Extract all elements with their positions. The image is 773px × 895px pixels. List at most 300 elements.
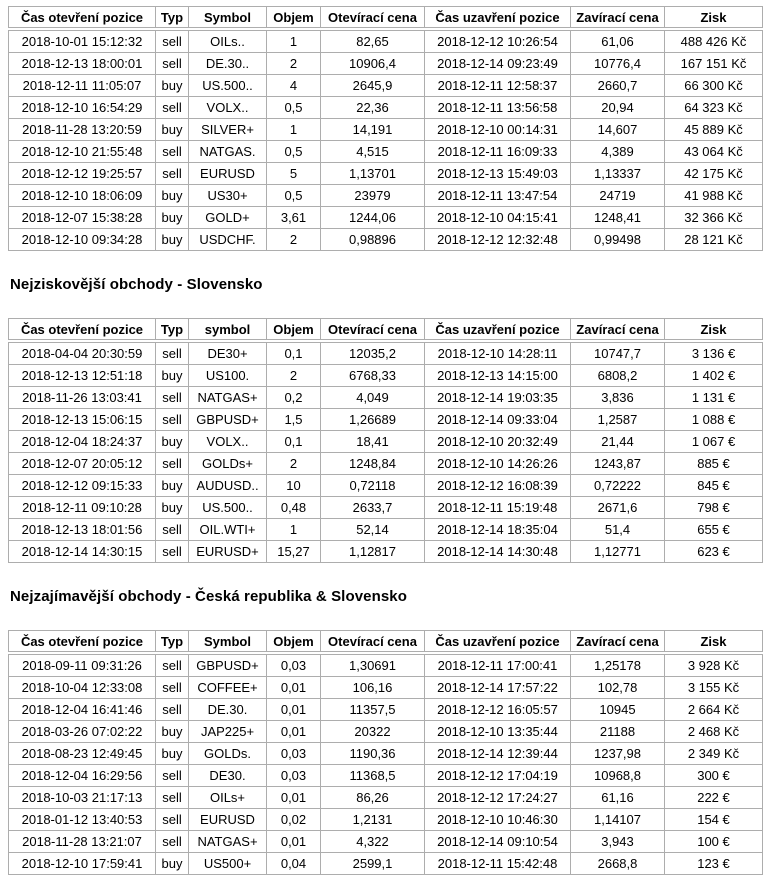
table-cell: 2 <box>267 229 321 251</box>
table-cell: OILs.. <box>189 29 267 53</box>
table-cell: 2018-12-11 15:19:48 <box>425 497 571 519</box>
table-cell: EURUSD <box>189 163 267 185</box>
table-cell: 0,01 <box>267 721 321 743</box>
table-cell: 0,01 <box>267 699 321 721</box>
table-cell: 0,5 <box>267 97 321 119</box>
table-row <box>9 119 763 141</box>
table-cell: 1,2131 <box>321 809 425 831</box>
trades-table-slovensko <box>8 318 763 563</box>
table-cell: 1,5 <box>267 409 321 431</box>
table-cell: NATGAS+ <box>189 831 267 853</box>
table-cell: 2018-12-04 16:29:56 <box>9 765 156 787</box>
table-cell: OIL.WTI+ <box>189 519 267 541</box>
table-cell: buy <box>156 721 189 743</box>
table-cell: 21188 <box>571 721 665 743</box>
table-cell: 2018-12-13 15:49:03 <box>425 163 571 185</box>
table-cell: 2 <box>267 53 321 75</box>
table-cell: 4,389 <box>571 141 665 163</box>
table-cell: 1,26689 <box>321 409 425 431</box>
table-cell: 2018-12-12 16:08:39 <box>425 475 571 497</box>
table-cell: 32 366 Kč <box>665 207 763 229</box>
table-cell: 15,27 <box>267 541 321 563</box>
table-row <box>9 365 763 387</box>
table-cell: US30+ <box>189 185 267 207</box>
table-cell: 2018-12-11 12:58:37 <box>425 75 571 97</box>
table-cell: buy <box>156 119 189 141</box>
table-cell: 1 402 € <box>665 365 763 387</box>
table-cell: 66 300 Kč <box>665 75 763 97</box>
table-row <box>9 75 763 97</box>
table-cell: 2 664 Kč <box>665 699 763 721</box>
table-cell: buy <box>156 497 189 519</box>
table-cell: US500+ <box>189 853 267 875</box>
table-row <box>9 743 763 765</box>
table-cell: 2018-12-11 13:47:54 <box>425 185 571 207</box>
table-cell: 2018-12-10 20:32:49 <box>425 431 571 453</box>
table-cell: 2018-11-28 13:20:59 <box>9 119 156 141</box>
table-cell: 10776,4 <box>571 53 665 75</box>
table-cell: 2018-12-14 14:30:48 <box>425 541 571 563</box>
table-cell: US.500.. <box>189 497 267 519</box>
column-header: Objem <box>267 631 321 654</box>
table-cell: 2018-12-12 19:25:57 <box>9 163 156 185</box>
table-cell: 0,03 <box>267 765 321 787</box>
table-cell: 2018-12-10 21:55:48 <box>9 141 156 163</box>
table-cell: sell <box>156 809 189 831</box>
table-cell: sell <box>156 541 189 563</box>
table-cell: 0,98896 <box>321 229 425 251</box>
table-cell: 0,03 <box>267 743 321 765</box>
table-row <box>9 831 763 853</box>
table-cell: 4 <box>267 75 321 97</box>
table-cell: 0,2 <box>267 387 321 409</box>
table-cell: GOLDs. <box>189 743 267 765</box>
table-cell: 52,14 <box>321 519 425 541</box>
table-cell: 1 <box>267 29 321 53</box>
table-cell: EURUSD+ <box>189 541 267 563</box>
table-cell: 2018-12-10 17:59:41 <box>9 853 156 875</box>
table-cell: 0,01 <box>267 831 321 853</box>
table-cell: 43 064 Kč <box>665 141 763 163</box>
table-cell: sell <box>156 341 189 365</box>
column-header: Čas otevření pozice <box>9 7 156 30</box>
column-header: symbol <box>189 319 267 342</box>
table-cell: 2018-12-14 19:03:35 <box>425 387 571 409</box>
table-cell: JAP225+ <box>189 721 267 743</box>
table-cell: 154 € <box>665 809 763 831</box>
table-cell: 488 426 Kč <box>665 29 763 53</box>
table-cell: sell <box>156 787 189 809</box>
table-cell: 2018-12-13 15:06:15 <box>9 409 156 431</box>
table-cell: sell <box>156 409 189 431</box>
table-cell: buy <box>156 743 189 765</box>
table-row <box>9 765 763 787</box>
table-cell: 2018-12-12 09:15:33 <box>9 475 156 497</box>
table-cell: 86,26 <box>321 787 425 809</box>
table-cell: 4,049 <box>321 387 425 409</box>
table-cell: 0,02 <box>267 809 321 831</box>
table-row <box>9 809 763 831</box>
table-cell: GOLD+ <box>189 207 267 229</box>
table-cell: buy <box>156 431 189 453</box>
table-cell: 10906,4 <box>321 53 425 75</box>
table-cell: 2660,7 <box>571 75 665 97</box>
table-cell: sell <box>156 163 189 185</box>
table-cell: 10968,8 <box>571 765 665 787</box>
column-header: Objem <box>267 7 321 30</box>
table-cell: AUDUSD.. <box>189 475 267 497</box>
table-cell: 61,06 <box>571 29 665 53</box>
table-cell: sell <box>156 677 189 699</box>
table-cell: sell <box>156 29 189 53</box>
column-header: Zisk <box>665 319 763 342</box>
table-cell: US.500.. <box>189 75 267 97</box>
table-cell: 2018-12-07 20:05:12 <box>9 453 156 475</box>
table-cell: 21,44 <box>571 431 665 453</box>
column-header: Čas otevření pozice <box>9 319 156 342</box>
table-cell: GBPUSD+ <box>189 653 267 677</box>
table-cell: 2018-12-10 13:35:44 <box>425 721 571 743</box>
table-cell: 0,99498 <box>571 229 665 251</box>
section-heading-ceska-republika-slovensko: Nejzajímavější obchody - Česká republika & Slovensko <box>10 588 408 605</box>
table-cell: EURUSD <box>189 809 267 831</box>
table-row <box>9 699 763 721</box>
table-cell: 6808,2 <box>571 365 665 387</box>
table-cell: sell <box>156 97 189 119</box>
column-header: Otevírací cena <box>321 631 425 654</box>
table-cell: 2018-12-11 11:05:07 <box>9 75 156 97</box>
column-header: Symbol <box>189 7 267 30</box>
table-cell: sell <box>156 141 189 163</box>
table-row <box>9 229 763 251</box>
column-header: Zavírací cena <box>571 319 665 342</box>
table-cell: 106,16 <box>321 677 425 699</box>
table-cell: 1,12817 <box>321 541 425 563</box>
table-cell: 2 349 Kč <box>665 743 763 765</box>
table-cell: 6768,33 <box>321 365 425 387</box>
table-row <box>9 97 763 119</box>
table-cell: 2 <box>267 365 321 387</box>
table-cell: 10747,7 <box>571 341 665 365</box>
table-cell: 2018-12-13 18:01:56 <box>9 519 156 541</box>
table-cell: sell <box>156 653 189 677</box>
table-header-row <box>9 319 763 342</box>
table-cell: DE30+ <box>189 341 267 365</box>
table-cell: 2018-12-14 09:23:49 <box>425 53 571 75</box>
table-cell: 0,1 <box>267 341 321 365</box>
table-cell: 0,72222 <box>571 475 665 497</box>
table-cell: 10 <box>267 475 321 497</box>
table-cell: 2018-12-14 12:39:44 <box>425 743 571 765</box>
table-cell: 2645,9 <box>321 75 425 97</box>
table-cell: DE30. <box>189 765 267 787</box>
table-cell: 1 <box>267 119 321 141</box>
table-cell: DE.30.. <box>189 53 267 75</box>
table-row <box>9 787 763 809</box>
table-cell: 1,12771 <box>571 541 665 563</box>
table-cell: 51,4 <box>571 519 665 541</box>
table-cell: 12035,2 <box>321 341 425 365</box>
table-cell: 2599,1 <box>321 853 425 875</box>
table-cell: OILs+ <box>189 787 267 809</box>
table-cell: 2018-12-10 10:46:30 <box>425 809 571 831</box>
table-cell: GBPUSD+ <box>189 409 267 431</box>
table-cell: 2018-12-04 18:24:37 <box>9 431 156 453</box>
table-cell: 2018-12-11 09:10:28 <box>9 497 156 519</box>
table-cell: 1248,84 <box>321 453 425 475</box>
table-cell: 11368,5 <box>321 765 425 787</box>
table-row <box>9 541 763 563</box>
column-header: Otevírací cena <box>321 319 425 342</box>
table-cell: 2018-12-12 17:24:27 <box>425 787 571 809</box>
table-cell: buy <box>156 853 189 875</box>
table-cell: 2018-12-10 09:34:28 <box>9 229 156 251</box>
table-row <box>9 677 763 699</box>
trades-table-czech-republic <box>8 6 763 251</box>
table-cell: 102,78 <box>571 677 665 699</box>
table-cell: 0,03 <box>267 653 321 677</box>
table-cell: 2018-10-04 12:33:08 <box>9 677 156 699</box>
table-cell: 0,01 <box>267 787 321 809</box>
table-cell: 1,14107 <box>571 809 665 831</box>
table-cell: 24719 <box>571 185 665 207</box>
table-cell: sell <box>156 53 189 75</box>
table-cell: buy <box>156 207 189 229</box>
table-cell: 885 € <box>665 453 763 475</box>
table-cell: 1 131 € <box>665 387 763 409</box>
table-cell: 2018-12-07 15:38:28 <box>9 207 156 229</box>
column-header: Čas otevření pozice <box>9 631 156 654</box>
section-heading-slovensko: Nejziskovější obchody - Slovensko <box>10 276 263 293</box>
table-cell: NATGAS. <box>189 141 267 163</box>
table-cell: 3,836 <box>571 387 665 409</box>
table-cell: 1190,36 <box>321 743 425 765</box>
table-row <box>9 341 763 365</box>
table-cell: 2018-12-14 17:57:22 <box>425 677 571 699</box>
table-cell: buy <box>156 185 189 207</box>
table-cell: 1 088 € <box>665 409 763 431</box>
table-cell: 18,41 <box>321 431 425 453</box>
table-cell: sell <box>156 519 189 541</box>
table-cell: 82,65 <box>321 29 425 53</box>
table-cell: 41 988 Kč <box>665 185 763 207</box>
table-cell: 2 468 Kč <box>665 721 763 743</box>
table-cell: 2018-12-14 14:30:15 <box>9 541 156 563</box>
table-cell: SILVER+ <box>189 119 267 141</box>
table-cell: 845 € <box>665 475 763 497</box>
table-cell: 10945 <box>571 699 665 721</box>
table-cell: 2018-12-11 16:09:33 <box>425 141 571 163</box>
trades-table-cz-and-sk <box>8 630 763 875</box>
table-cell: 3 155 Kč <box>665 677 763 699</box>
column-header: Otevírací cena <box>321 7 425 30</box>
table-cell: 0,5 <box>267 185 321 207</box>
table-cell: 23979 <box>321 185 425 207</box>
table-cell: buy <box>156 365 189 387</box>
table-cell: US100. <box>189 365 267 387</box>
table-cell: 2633,7 <box>321 497 425 519</box>
table-cell: DE.30. <box>189 699 267 721</box>
table-cell: 3,61 <box>267 207 321 229</box>
table-cell: 1,13337 <box>571 163 665 185</box>
table-cell: 167 151 Kč <box>665 53 763 75</box>
table-row <box>9 409 763 431</box>
table-cell: NATGAS+ <box>189 387 267 409</box>
table-cell: 2018-12-13 14:15:00 <box>425 365 571 387</box>
table-cell: 2018-12-14 18:35:04 <box>425 519 571 541</box>
table-row <box>9 207 763 229</box>
table-row <box>9 141 763 163</box>
table-cell: 3 928 Kč <box>665 653 763 677</box>
table-cell: buy <box>156 229 189 251</box>
table-cell: 4,515 <box>321 141 425 163</box>
table-cell: 2018-01-12 13:40:53 <box>9 809 156 831</box>
table-cell: 2018-12-12 12:32:48 <box>425 229 571 251</box>
table-row <box>9 185 763 207</box>
table-cell: 20,94 <box>571 97 665 119</box>
table-cell: 100 € <box>665 831 763 853</box>
table-cell: 64 323 Kč <box>665 97 763 119</box>
table-cell: 20322 <box>321 721 425 743</box>
table-cell: 623 € <box>665 541 763 563</box>
table-row <box>9 497 763 519</box>
table-cell: 2018-12-04 16:41:46 <box>9 699 156 721</box>
table-cell: 1248,41 <box>571 207 665 229</box>
table-cell: 4,322 <box>321 831 425 853</box>
table-cell: sell <box>156 387 189 409</box>
table-cell: 1,30691 <box>321 653 425 677</box>
table-cell: 2018-12-14 09:33:04 <box>425 409 571 431</box>
table-cell: 2018-03-26 07:02:22 <box>9 721 156 743</box>
column-header: Zisk <box>665 631 763 654</box>
table-cell: 1,25178 <box>571 653 665 677</box>
table-cell: 0,01 <box>267 677 321 699</box>
table-cell: 2671,6 <box>571 497 665 519</box>
table-cell: 42 175 Kč <box>665 163 763 185</box>
table-cell: buy <box>156 75 189 97</box>
table-cell: 2018-12-11 17:00:41 <box>425 653 571 677</box>
table-cell: 2018-12-12 17:04:19 <box>425 765 571 787</box>
table-cell: 2018-10-01 15:12:32 <box>9 29 156 53</box>
table-cell: 2018-12-10 00:14:31 <box>425 119 571 141</box>
table-row <box>9 53 763 75</box>
table-cell: sell <box>156 831 189 853</box>
table-cell: 22,36 <box>321 97 425 119</box>
table-cell: 0,72118 <box>321 475 425 497</box>
table-cell: 1244,06 <box>321 207 425 229</box>
table-cell: 1,2587 <box>571 409 665 431</box>
table-cell: 1243,87 <box>571 453 665 475</box>
table-cell: 2018-12-11 13:56:58 <box>425 97 571 119</box>
column-header: Typ <box>156 631 189 654</box>
table-row <box>9 453 763 475</box>
table-cell: buy <box>156 475 189 497</box>
table-cell: 2018-11-26 13:03:41 <box>9 387 156 409</box>
column-header: Čas uzavření pozice <box>425 319 571 342</box>
table-row <box>9 163 763 185</box>
table-cell: 2018-12-10 14:28:11 <box>425 341 571 365</box>
table-cell: 2018-10-03 21:17:13 <box>9 787 156 809</box>
table-row <box>9 475 763 497</box>
table-row <box>9 431 763 453</box>
table-cell: 0,5 <box>267 141 321 163</box>
table-cell: GOLDs+ <box>189 453 267 475</box>
table-row <box>9 653 763 677</box>
table-row <box>9 721 763 743</box>
table-cell: 2018-12-10 14:26:26 <box>425 453 571 475</box>
table-cell: 2018-12-11 15:42:48 <box>425 853 571 875</box>
table-cell: 3 136 € <box>665 341 763 365</box>
table-cell: 5 <box>267 163 321 185</box>
table-cell: 1 <box>267 519 321 541</box>
table-cell: 0,1 <box>267 431 321 453</box>
table-cell: 2 <box>267 453 321 475</box>
table-cell: 11357,5 <box>321 699 425 721</box>
table-cell: sell <box>156 453 189 475</box>
table-cell: 2018-12-10 04:15:41 <box>425 207 571 229</box>
table-cell: VOLX.. <box>189 97 267 119</box>
table-cell: 2018-12-12 16:05:57 <box>425 699 571 721</box>
column-header: Zavírací cena <box>571 631 665 654</box>
table-cell: sell <box>156 765 189 787</box>
column-header: Symbol <box>189 631 267 654</box>
column-header: Zisk <box>665 7 763 30</box>
table-cell: 28 121 Kč <box>665 229 763 251</box>
table-row <box>9 519 763 541</box>
table-cell: 2018-12-12 10:26:54 <box>425 29 571 53</box>
column-header: Čas uzavření pozice <box>425 631 571 654</box>
table-cell: 2668,8 <box>571 853 665 875</box>
table-cell: 0,48 <box>267 497 321 519</box>
table-cell: 655 € <box>665 519 763 541</box>
table-header-row <box>9 7 763 30</box>
table-cell: 2018-04-04 20:30:59 <box>9 341 156 365</box>
column-header: Typ <box>156 319 189 342</box>
table-cell: 14,191 <box>321 119 425 141</box>
table-cell: 2018-12-13 12:51:18 <box>9 365 156 387</box>
table-cell: 2018-11-28 13:21:07 <box>9 831 156 853</box>
table-cell: 300 € <box>665 765 763 787</box>
table-cell: USDCHF. <box>189 229 267 251</box>
table-cell: 222 € <box>665 787 763 809</box>
column-header: Čas uzavření pozice <box>425 7 571 30</box>
table-cell: 3,943 <box>571 831 665 853</box>
table-row <box>9 29 763 53</box>
table-cell: 2018-12-10 16:54:29 <box>9 97 156 119</box>
table-cell: 798 € <box>665 497 763 519</box>
table-cell: 1,13701 <box>321 163 425 185</box>
table-cell: 45 889 Kč <box>665 119 763 141</box>
table-row <box>9 853 763 875</box>
table-cell: 2018-12-14 09:10:54 <box>425 831 571 853</box>
table-cell: 1237,98 <box>571 743 665 765</box>
column-header: Typ <box>156 7 189 30</box>
table-cell: 123 € <box>665 853 763 875</box>
table-cell: 1 067 € <box>665 431 763 453</box>
table-row <box>9 387 763 409</box>
table-cell: VOLX.. <box>189 431 267 453</box>
table-cell: 0,04 <box>267 853 321 875</box>
table-cell: 14,607 <box>571 119 665 141</box>
table-cell: 61,16 <box>571 787 665 809</box>
table-cell: COFFEE+ <box>189 677 267 699</box>
table-cell: 2018-08-23 12:49:45 <box>9 743 156 765</box>
column-header: Objem <box>267 319 321 342</box>
table-cell: 2018-09-11 09:31:26 <box>9 653 156 677</box>
table-header-row <box>9 631 763 654</box>
table-cell: sell <box>156 699 189 721</box>
column-header: Zavírací cena <box>571 7 665 30</box>
